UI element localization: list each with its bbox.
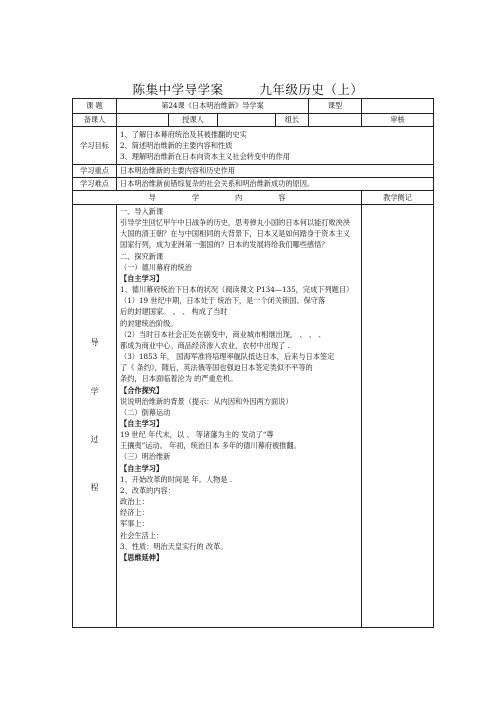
content-line: 后的封建国家。 、 、 构成了当时 — [120, 307, 228, 317]
teacher-value — [218, 114, 276, 127]
content-line: 2、改革的内容： — [120, 485, 175, 495]
topic-row — [73, 99, 434, 114]
side-char: 程 — [90, 483, 99, 493]
content-line: （3）1853 年， 国海军准将培理率舰队抵达日本，后来与日本签定 — [120, 352, 335, 362]
process-header-row — [73, 191, 434, 205]
preparer-label: 备课人 — [73, 114, 117, 127]
goals-list — [117, 127, 434, 165]
section-heading: 【合作探究】 — [120, 385, 164, 395]
side-char: 学 — [90, 386, 99, 396]
preparer-value — [117, 114, 169, 127]
page-title: 陈集中学导学案 九年级历史（上） — [132, 82, 364, 97]
content-line: 1、德川幕府统治下日本的状况（阅读课文 P134—135，完成下列题目） — [120, 285, 354, 295]
staff-row — [73, 114, 434, 127]
section-heading: 【思维延伸】 — [120, 552, 164, 562]
section-heading: 【自主学习】 — [120, 418, 164, 428]
key-row — [73, 165, 434, 178]
section-heading: 【自主学习】 — [120, 273, 164, 283]
topic-value: 第24课《日本明治维新》导学案 — [117, 99, 309, 114]
difficulty-label: 学习难点 — [73, 178, 117, 191]
content-line: 了《 条约》，随后，英法俄等国也强迫日本签定类似不平等的 — [120, 363, 313, 373]
learning-content — [117, 205, 362, 628]
process-body-row — [73, 205, 434, 628]
topic-label: 课 题 — [73, 99, 117, 114]
process-header-char: 容 — [278, 192, 286, 202]
content-line: 大国的清王朝？在与中国相同的大背景下，日本又是如何踏身于资本主义 — [120, 229, 351, 239]
content-line: 3、性质：明治天皇实行的 改革。 — [120, 541, 228, 551]
goals-row — [73, 127, 434, 165]
content-line: 的封建统治阶级。 — [120, 318, 178, 328]
content-line: 政治上： — [120, 497, 149, 507]
content-line: 二、探究新课 — [120, 251, 164, 261]
lesson-plan-table — [72, 98, 434, 628]
content-line: 1、开始改革的时间是 年。人物是 . — [120, 474, 233, 484]
content-line: 军事上： — [120, 519, 149, 529]
content-line: 条约，日本面临着沦为 的严重危机。 — [120, 374, 238, 384]
review-label: 审核 — [362, 114, 434, 127]
process-header-char: 导 — [148, 192, 156, 202]
teaching-notes — [362, 205, 434, 628]
content-line: 社会生活上： — [120, 530, 164, 540]
difficulty-row — [73, 178, 434, 191]
group-value — [309, 114, 362, 127]
content-line: （二）倒幕运动 — [120, 407, 171, 417]
content-line: 19 世纪 年代末，以 、 等诸藩为主的 发动了“尊 — [120, 430, 274, 440]
content-line: 一、导入新课 — [120, 207, 164, 216]
goal-item: 1、了解日本幕府统治及其被推翻的史实 — [120, 129, 247, 139]
content-line: 国家行列，成为亚洲第一强国的？日本的发展将给我们哪些感悟？ — [120, 240, 329, 250]
teacher-label: 授课人 — [169, 114, 218, 127]
process-header — [73, 191, 362, 205]
content-line: 引导学生回忆甲午中日战争的历史，思考弹丸小国的日本何以能打败泱泱 — [120, 218, 351, 228]
key-label: 学习重点 — [73, 165, 117, 178]
content-line: 都成为商业中心。商品经济渗入农业，农村中出现了 . — [120, 340, 290, 350]
side-label — [73, 205, 117, 628]
goal-item: 3、理解明治维新在日本向资本主义社会转变中的作用 — [120, 152, 290, 162]
goal-item: 2、简述明治维新的主要内容和性质 — [120, 140, 233, 150]
difficulty-value: 日本明治维新前错综复杂的社会关系和明治维新成功的原因。 — [117, 178, 434, 191]
content-line: （一）德川幕府的统治 — [120, 262, 192, 272]
type-value — [362, 99, 434, 114]
section-heading: 【自主学习】 — [120, 463, 164, 473]
group-label: 组长 — [276, 114, 309, 127]
process-header-char: 内 — [235, 192, 243, 202]
content-line: （三）明治维新 — [120, 452, 171, 462]
content-line: （1）19 世纪中期，日本处于 统治下，是一个闭关锁国、保守落 — [120, 296, 326, 306]
side-char: 导 — [90, 338, 99, 348]
type-label: 课型 — [309, 99, 362, 114]
content-line: 说说明治维新的背景（提示：从内因和外因两方面说） — [120, 396, 293, 406]
content-line: 王攘夷”运动。 年初，统治日本 多年的德川幕府被推翻。 — [120, 441, 301, 451]
process-header-char: 学 — [191, 192, 200, 202]
notes-label: 教学侧记 — [362, 191, 434, 205]
side-char: 过 — [90, 435, 99, 444]
content-line: 经济上： — [120, 508, 149, 518]
content-line: （2）当时日本社会正处在剧变中，商业城市相继出现， 、 、 、 — [120, 329, 326, 339]
key-value: 日本明治维新的主要内容和历史作用 — [117, 165, 434, 178]
goals-label: 学习目标 — [73, 127, 117, 165]
